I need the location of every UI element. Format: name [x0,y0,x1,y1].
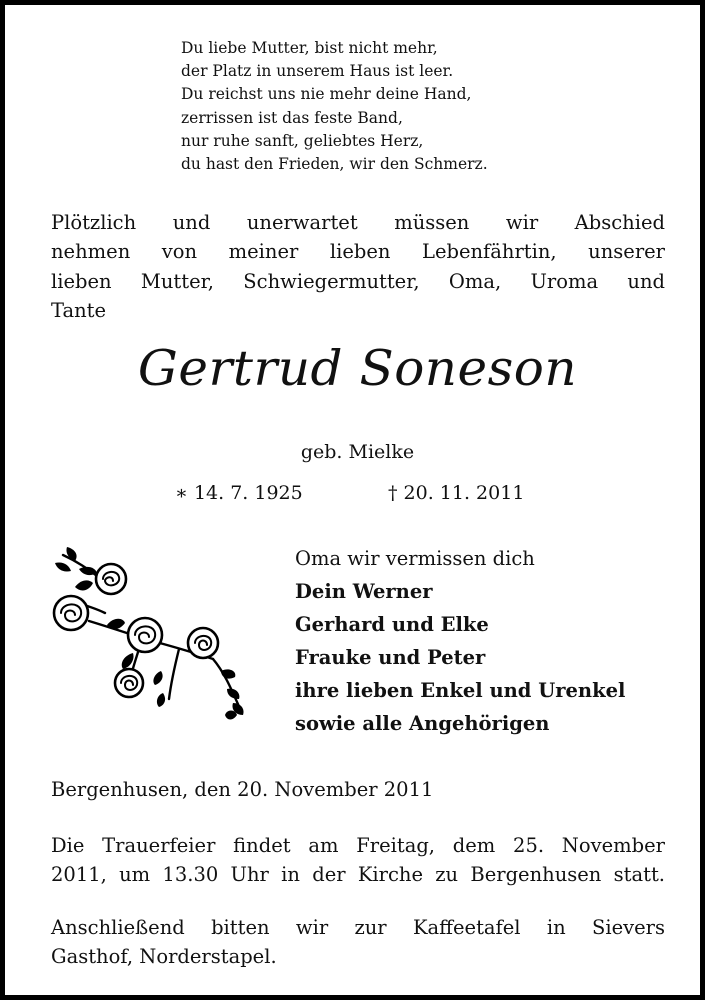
mourner-signature: Dein Werner [295,580,433,603]
coffee-info [51,913,665,972]
roses-illustration-icon [45,543,255,723]
announcement-line: Plötzlich und unerwartet müssen wir Abschied [51,211,665,234]
death-date: † 20. 11. 2011 [388,482,525,504]
maiden-name: geb. Mielke [300,441,415,463]
poem-line: Du liebe Mutter, bist nicht mehr, [181,39,438,57]
poem-line: du hast den Frieden, wir den Schmerz. [181,155,488,174]
mourners-lead: Oma wir vermissen dich [295,547,535,570]
funeral-line: Die Trauerfeier findet am Freitag, dem 25. November [51,834,665,857]
announcement-line: lieben Mutter, Schwiegermutter, Oma, Uroma und [51,269,665,293]
mourners-block [295,543,625,740]
announcement-line: nehmen von meiner lieben Lebenfährtin, unserer [51,240,665,264]
place-date: Bergenhusen, den 20. November 2011 [51,778,434,801]
memorial-poem [181,37,488,176]
coffee-line: Anschließend bitten wir zur Kaffeetafel in Sievers [51,916,665,939]
mourner-signature: Gerhard und Elke [295,613,489,636]
announcement-text [51,208,665,326]
deceased-name: Gertrud Soneson [137,340,578,397]
coffee-line: Gasthof, Norderstapel. [51,945,277,969]
poem-line: zerrissen ist das feste Band, [181,108,403,127]
announcement-line: Tante [51,299,107,323]
funeral-info [51,831,665,890]
mourner-signature: sowie alle Angehörigen [295,712,550,735]
mourner-signature: Frauke und Peter [295,646,486,669]
poem-line: der Platz in unserem Haus ist leer. [181,62,454,81]
poem-line: Du reichst uns nie mehr deine Hand, [181,85,472,104]
birth-date: ∗ 14. 7. 1925 [175,482,303,504]
funeral-line: 2011, um 13.30 Uhr in der Kirche zu Bergenhusen statt. [51,863,665,887]
mourner-signature: ihre lieben Enkel und Urenkel [295,679,626,702]
poem-line: nur ruhe sanft, geliebtes Herz, [181,131,424,150]
